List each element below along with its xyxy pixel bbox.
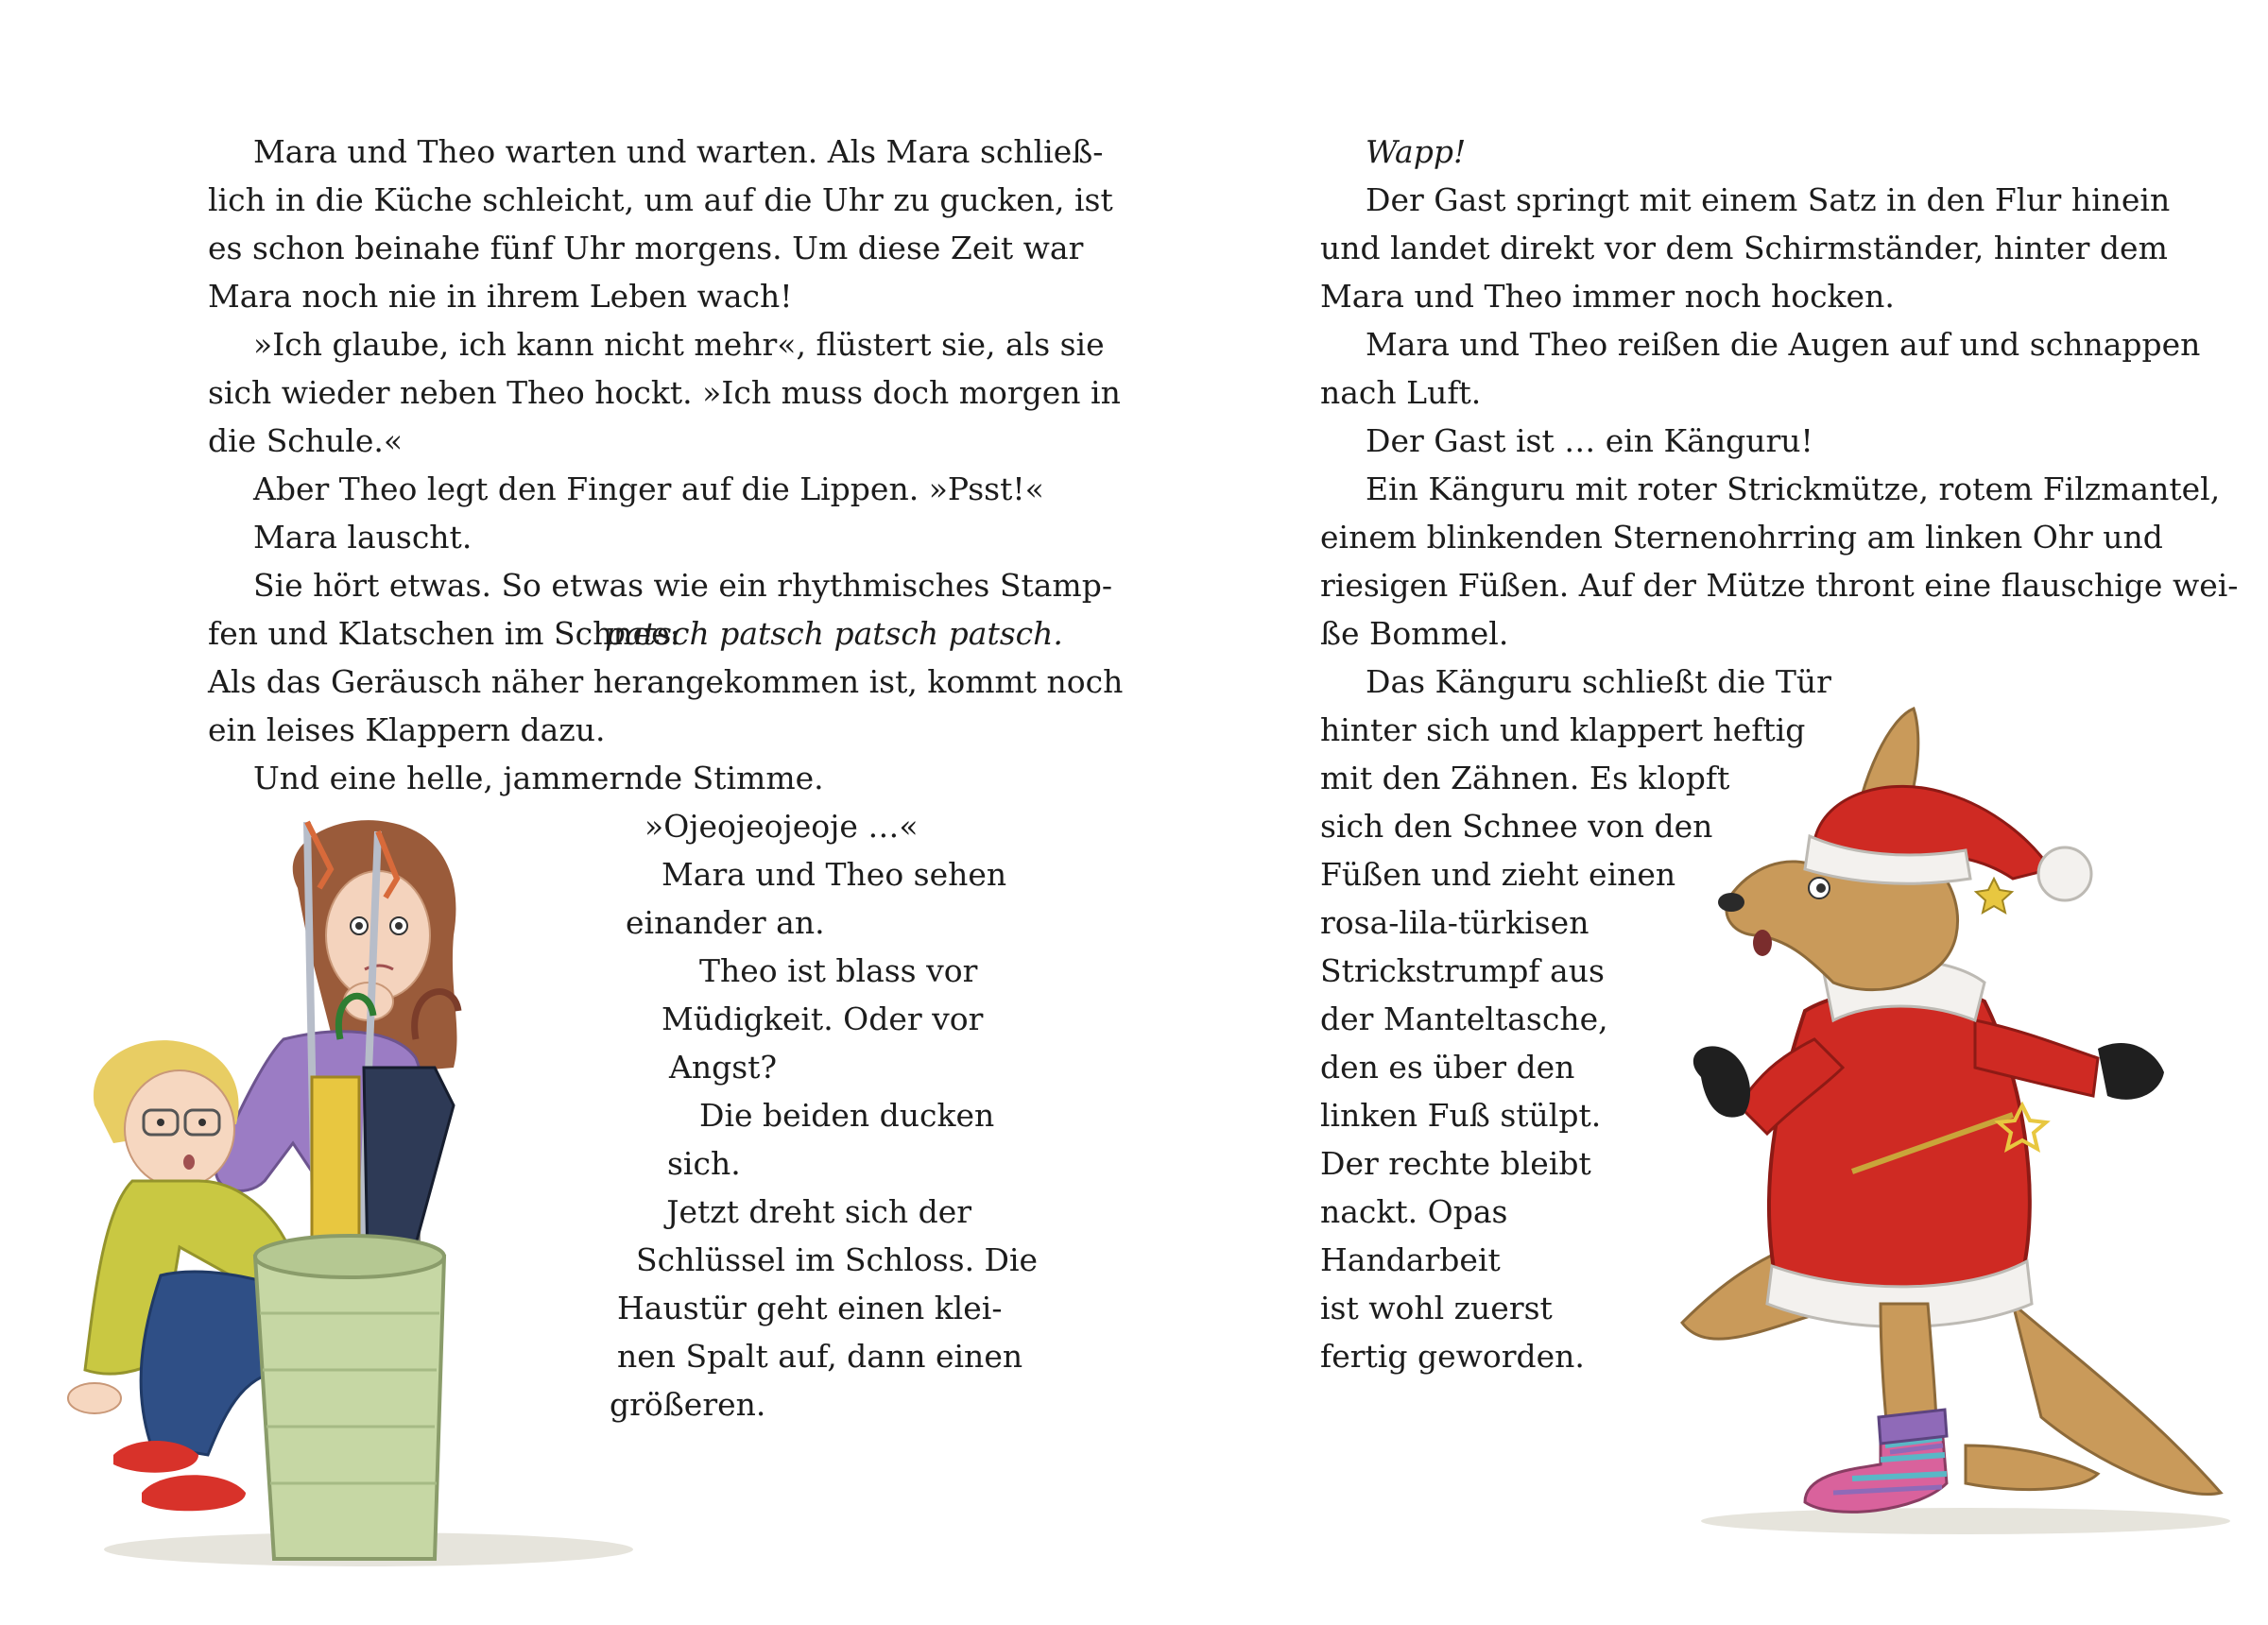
text-line: sich wieder neben Theo hockt. »Ich muss doch morgen in bbox=[208, 374, 1121, 411]
text-line: Mara und Theo immer noch hocken. bbox=[1320, 278, 1895, 315]
text-line: die Schule.« bbox=[208, 422, 404, 459]
text-line: Und eine helle, jammernde Stimme. bbox=[253, 760, 824, 796]
star-earring-icon bbox=[1976, 879, 2012, 913]
text-line: und landet direkt vor dem Schirmständer, hinter dem bbox=[1320, 230, 2168, 266]
text-line: riesigen Füßen. Auf der Mütze thront eine flauschige wei- bbox=[1320, 567, 2239, 604]
text-line: Strickstrumpf aus bbox=[1320, 952, 1605, 989]
text-line: Mara und Theo reißen die Augen auf und schnappen bbox=[1366, 326, 2201, 363]
glove-right bbox=[2098, 1043, 2164, 1100]
text-line: mit den Zähnen. Es klopft bbox=[1320, 760, 1730, 796]
bare-foot bbox=[1966, 1445, 2098, 1490]
text-line: den es über den bbox=[1320, 1049, 1575, 1086]
text-line: Der rechte bleibt bbox=[1320, 1145, 1591, 1182]
text-line-italic: patsch patsch patsch patsch. bbox=[605, 615, 1063, 652]
text-line: Das Känguru schließt die Tür bbox=[1366, 663, 1831, 700]
text-line: ein leises Klappern dazu. bbox=[208, 711, 606, 748]
floor-shadow bbox=[1701, 1508, 2230, 1534]
children-umbrella-illustration bbox=[57, 803, 643, 1578]
kangaroo-mouth bbox=[1753, 930, 1772, 956]
kangaroo-illustration bbox=[1569, 699, 2249, 1549]
text-line: nackt. Opas bbox=[1320, 1193, 1508, 1230]
boy-shoe-right bbox=[142, 1475, 246, 1511]
text-line: Mara lauscht. bbox=[253, 519, 472, 556]
text-line: Mara und Theo warten und warten. Als Mara schließ- bbox=[253, 133, 1104, 170]
text-line: nach Luft. bbox=[1320, 374, 1482, 411]
right-page bbox=[1134, 0, 2268, 1625]
text-line: der Manteltasche, bbox=[1320, 1001, 1608, 1037]
text-line: sich den Schnee von den bbox=[1320, 808, 1713, 845]
text-line: ist wohl zuerst bbox=[1320, 1290, 1553, 1326]
text-line: Aber Theo legt den Finger auf die Lippen. »Psst!« bbox=[253, 470, 1044, 507]
text-line: Der Gast ist … ein Känguru! bbox=[1366, 422, 1813, 459]
umbrella-stand bbox=[255, 1257, 444, 1559]
text-line: einem blinkenden Sternenohrring am linken Ohr und bbox=[1320, 519, 2163, 556]
text-line: Mara noch nie in ihrem Leben wach! bbox=[208, 278, 793, 315]
text-line: hinter sich und klappert heftig bbox=[1320, 711, 1806, 748]
boy-hand bbox=[68, 1383, 121, 1413]
text-line: es schon beinahe fünf Uhr morgens. Um diese Zeit war bbox=[208, 230, 1084, 266]
sock-cuff bbox=[1879, 1410, 1947, 1444]
text-line: »Ojeojeojeoje …« bbox=[644, 808, 919, 845]
text-line: Der Gast springt mit einem Satz in den Flur hinein bbox=[1366, 181, 2171, 218]
text-line: lich in die Küche schleicht, um auf die Uhr zu gucken, ist bbox=[208, 181, 1113, 218]
text-line: rosa-lila-türkisen bbox=[1320, 904, 1589, 941]
text-line: Angst? bbox=[669, 1049, 778, 1086]
text-line: fertig geworden. bbox=[1320, 1338, 1585, 1375]
text-line: sich. bbox=[667, 1145, 741, 1182]
text-line: Ein Känguru mit roter Strickmütze, rotem Filzmantel, bbox=[1366, 470, 2221, 507]
text-line: größeren. bbox=[610, 1386, 766, 1423]
text-line: nen Spalt auf, dann einen bbox=[617, 1338, 1023, 1375]
text-line: Handarbeit bbox=[1320, 1241, 1501, 1278]
text-line-italic: Wapp! bbox=[1366, 133, 1467, 170]
text-line: Mara und Theo sehen bbox=[662, 856, 1007, 893]
text-line: Die beiden ducken bbox=[699, 1097, 995, 1134]
text-line: Theo ist blass vor bbox=[699, 952, 978, 989]
text-line: Jetzt dreht sich der bbox=[666, 1193, 971, 1230]
text-line: Sie hört etwas. So etwas wie ein rhythmisches Stamp- bbox=[253, 567, 1112, 604]
text-line: Schlüssel im Schloss. Die bbox=[636, 1241, 1039, 1278]
text-line: einander an. bbox=[626, 904, 825, 941]
text-line: linken Fuß stülpt. bbox=[1320, 1097, 1602, 1134]
text-line: Haustür geht einen klei- bbox=[617, 1290, 1003, 1326]
text-line: fen und Klatschen im Schnee: bbox=[208, 615, 680, 652]
glove-left bbox=[1693, 1046, 1750, 1117]
text-line: Als das Geräusch näher herangekommen ist, kommt noch bbox=[208, 663, 1124, 700]
hat-pompom bbox=[2038, 847, 2091, 900]
kangaroo-nose bbox=[1718, 893, 1744, 912]
text-line: Müdigkeit. Oder vor bbox=[662, 1001, 984, 1037]
text-line: Füßen und zieht einen bbox=[1320, 856, 1676, 893]
text-line: ße Bommel. bbox=[1320, 615, 1509, 652]
text-line: »Ich glaube, ich kann nicht mehr«, flüstert sie, als sie bbox=[253, 326, 1105, 363]
